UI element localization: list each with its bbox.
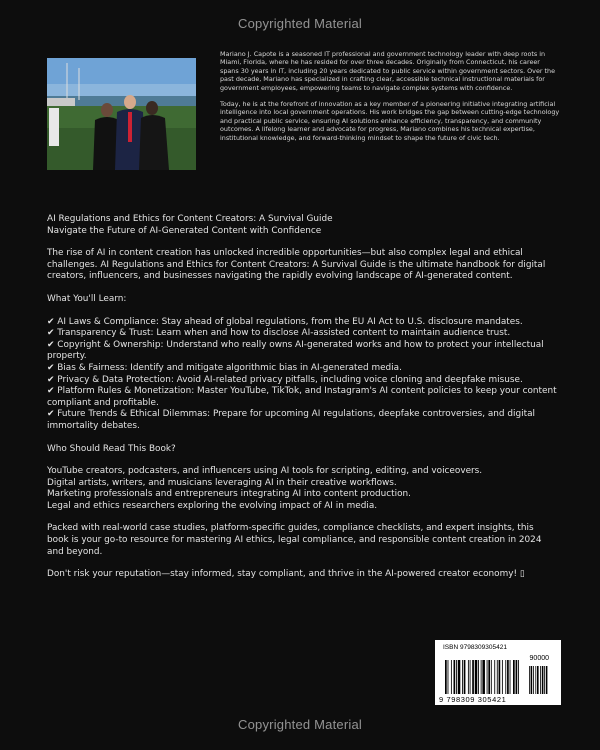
audience-item: YouTube creators, podcasters, and influencers using AI tools for scripting, editing, and voiceovers. xyxy=(47,466,483,477)
barcode-bar xyxy=(482,660,485,694)
barcode-addon-bar xyxy=(537,666,539,694)
author-bio xyxy=(220,50,560,150)
intro-paragraph: The rise of AI in content creation has unlocked incredible opportunities—but also complex legal and ethical challenges. AI Regulations and Ethics for Content Creators: A Survival Guide is the ultimate handbook for digital creators, influencers, and businesses navigating the rapidly evolving landscape of AI-generated content. xyxy=(47,248,546,282)
bio-paragraph: Today, he is at the forefront of innovation as a key member of a pioneering initiative integrating artificial intelligence into local government operations. His work bridges the gap between cutting-edge technology and practical public service, ensuring AI solutions enhance efficiency, transparency, and community outcomes. A lifelong learner and advocate for progress, Mariano combines his technical expertise, institutional knowledge, and forward-thinking mindset to shape the future of civic tech. xyxy=(220,100,560,142)
barcode-bar xyxy=(458,660,461,694)
barcode-bar xyxy=(499,660,501,694)
learn-item: ✔ Future Trends & Ethical Dilemmas: Prepare for upcoming AI regulations, deepfake controversies, and digital immortality debates. xyxy=(47,409,535,431)
barcode-bar xyxy=(487,660,488,694)
audience-item: Legal and ethics researchers exploring the evolving impact of AI in media. xyxy=(47,500,378,511)
barcode-bar xyxy=(491,660,492,694)
barcode-bar xyxy=(464,660,466,694)
barcode-bar xyxy=(510,660,511,694)
learn-item: ✔ AI Laws & Compliance: Stay ahead of global regulations, from the EU AI Act to U.S. disclosure mandates. xyxy=(47,316,523,327)
barcode-bar xyxy=(472,660,474,694)
barcode-bar xyxy=(454,660,456,694)
barcode-addon-bar xyxy=(542,666,544,694)
learn-item: ✔ Privacy & Data Protection: Avoid AI-related privacy pitfalls, including voice cloning and deepfake misuse. xyxy=(47,374,523,385)
book-subtitle: Navigate the Future of AI-Generated Content with Confidence xyxy=(47,225,322,236)
barcode-bar xyxy=(502,660,503,694)
learn-item: ✔ Copyright & Ownership: Understand who really owns AI-generated works and how to protect your intellectual property. xyxy=(47,339,544,362)
barcode-digits: 9 798309 305421 xyxy=(439,695,507,704)
barcode-bar xyxy=(448,660,449,694)
barcode-bar xyxy=(494,660,495,694)
audience-item: Digital artists, writers, and musicians leveraging AI in their creative workflows. xyxy=(47,477,397,488)
barcode-bar xyxy=(470,660,471,694)
price-code: 90000 xyxy=(529,655,549,662)
book-description xyxy=(47,214,557,581)
barcode-bar xyxy=(445,660,447,694)
book-title: AI Regulations and Ethics for Content Creators: A Survival Guide xyxy=(47,214,333,224)
barcode-addon-bar xyxy=(544,666,545,694)
learn-item: ✔ Bias & Fairness: Identify and mitigate algorithmic bias in AI-generated media. xyxy=(47,362,402,373)
barcode-addon-bar xyxy=(546,666,548,694)
barcode-addon-bar xyxy=(531,666,533,694)
watermark-bottom: Copyrighted Material xyxy=(238,717,362,732)
barcode-bar xyxy=(468,660,469,694)
watermark-top: Copyrighted Material xyxy=(238,16,362,31)
barcode-addon-bar xyxy=(540,666,541,694)
learn-item: ✔ Platform Rules & Monetization: Master YouTube, TikTok, and Instagram's AI content policies to keep your content compliant and profitable. xyxy=(47,386,557,408)
barcode-addon-bar xyxy=(533,666,534,694)
learn-item: ✔ Transparency & Trust: Learn when and how to disclose AI-assisted content to maintain audience trust. xyxy=(47,328,511,339)
barcode-bars xyxy=(443,652,555,696)
audience-item: Marketing professionals and entrepreneurs integrating AI into content production. xyxy=(47,489,412,500)
barcode-bar xyxy=(513,660,515,694)
learn-heading: What You'll Learn: xyxy=(47,293,127,304)
barcode-bar xyxy=(507,660,509,694)
barcode-addon-bar xyxy=(535,666,536,694)
packed-paragraph: Packed with real-world case studies, platform-specific guides, compliance checklists, and expert insights, this book is your go-to resource for mastering AI ethics, legal compliance, and responsible content creation in 2024 and beyond. xyxy=(47,523,542,557)
isbn-label: ISBN 9798309305421 xyxy=(443,644,507,651)
closing-paragraph: Don't risk your reputation—stay informed, stay compliant, and thrive in the AI-powered creator economy! ▯ xyxy=(47,569,525,580)
bio-paragraph: Mariano J. Capote is a seasoned IT professional and government technology leader with deep roots in Miami, Florida, where he has resided for over three decades. Originally from Connecticut, his career spans 30 years in IT, including 20 years dedicated to public service within government sectors. Over the past decade, Mariano has specialized in crafting clear, accessible technical instructional materials for government employees, empowering teams to navigate complex systems with confidence. xyxy=(220,50,556,92)
author-photo xyxy=(47,58,196,170)
audience-heading: Who Should Read This Book? xyxy=(47,443,176,454)
barcode-bar xyxy=(478,660,479,694)
barcode-bar xyxy=(488,660,490,694)
isbn-barcode xyxy=(435,640,561,705)
barcode-bar xyxy=(475,660,478,694)
barcode-bar xyxy=(497,660,498,694)
barcode-bar xyxy=(462,660,463,694)
barcode-bar xyxy=(456,660,457,694)
barcode-bar xyxy=(518,660,519,694)
barcode-addon-bar xyxy=(529,666,530,694)
barcode-bar xyxy=(451,660,452,694)
barcode-bar xyxy=(481,660,482,694)
barcode-bar xyxy=(505,660,506,694)
barcode-bar xyxy=(516,660,518,694)
